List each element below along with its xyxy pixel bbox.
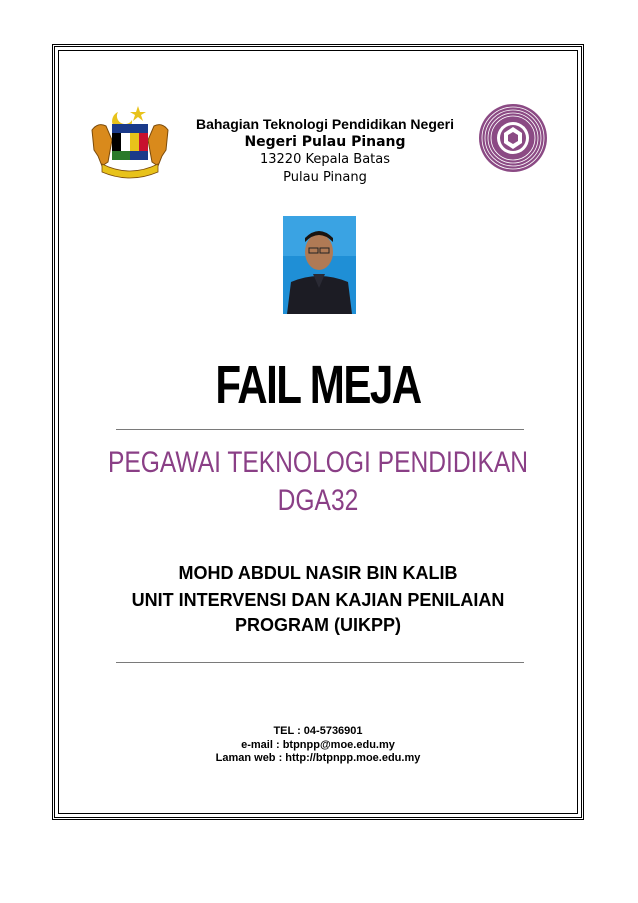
contact-website: Laman web : http://btpnpp.moe.edu.my: [215, 752, 421, 764]
org-line-3: 13220 Kepala Batas: [259, 152, 390, 167]
org-line-1: Bahagian Teknologi Pendidikan Negeri: [195, 116, 454, 132]
divider-top: [116, 429, 524, 430]
divider-bottom: [116, 662, 524, 663]
unit-name-line-1: UNIT INTERVENSI DAN KAJIAN PENILAIAN: [131, 590, 505, 610]
btp-logo-icon: [478, 103, 548, 173]
document-title: FAIL MEJA: [215, 355, 421, 415]
org-line-2: Negeri Pulau Pinang: [244, 134, 406, 150]
contact-phone: TEL : 04-5736901: [273, 725, 363, 737]
unit-name-line-2: PROGRAM (UIKPP): [235, 615, 401, 635]
position-title: PEGAWAI TEKNOLOGI PENDIDIKAN: [107, 446, 529, 479]
officer-photo: [283, 216, 356, 314]
contact-email: e-mail : btpnpp@moe.edu.my: [241, 739, 395, 751]
org-line-4: Pulau Pinang: [283, 170, 367, 185]
officer-name: MOHD ABDUL NASIR BIN KALIB: [178, 563, 458, 583]
coat-of-arms-icon: [88, 100, 172, 182]
position-grade: DGA32: [277, 484, 359, 517]
